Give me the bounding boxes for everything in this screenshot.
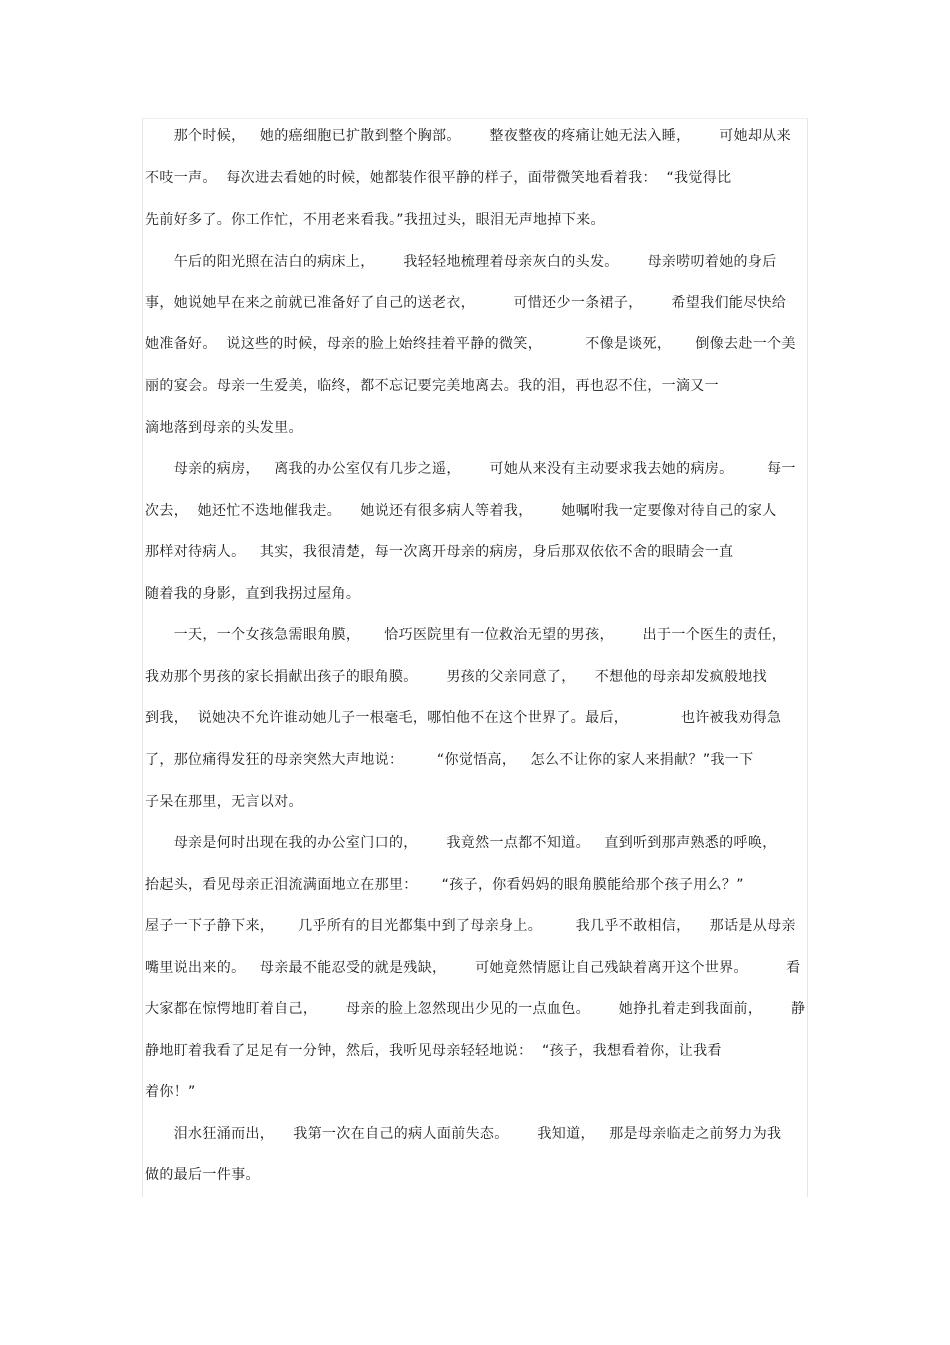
text-line: 那个时候， 她的癌细胞已扩散到整个胸部。 整夜整夜的疼痛让她无法入睡， 可她却从来: [145, 128, 791, 144]
text-line: 抬起头，看见母亲正泪流满面地立在那里： “孩子，你看妈妈的眼角膜能给那个孩子用么？”: [145, 877, 744, 893]
text-line: 滴地落到母亲的头发里。: [145, 420, 303, 436]
text-line: 子呆在那里，无言以对。: [145, 794, 303, 810]
text-line: 不吱一声。 每次进去看她的时候，她都装作很平静的样子，面带微笑地看着我： “我觉得比: [145, 170, 732, 186]
text-line: 静地盯着我看了足足有一分钟，然后，我听见母亲轻轻地说： “孩子，我想看着你，让我看: [145, 1043, 722, 1059]
text-line: 先前好多了。你工作忙，不用老来看我。”我扭过头，眼泪无声地掉下来。: [145, 212, 605, 228]
text-line: 事，她说她早在来之前就已准备好了自己的送老衣， 可惜还少一条裙子， 希望我们能尽快给: [145, 295, 787, 311]
text-line: 泪水狂涌而出， 我第一次在自己的病人面前失态。 我知道， 那是母亲临走之前努力为我: [145, 1126, 782, 1142]
text-line: 嘴里说出来的。 母亲最不能忍受的就是残缺， 可她竟然情愿让自己残缺着离开这个世界。 看: [145, 960, 801, 976]
text-line: 了，那位痛得发狂的母亲突然大声地说： “你觉悟高， 怎么不让你的家人来捐献？”我一下: [145, 752, 754, 768]
text-line: 一天，一个女孩急需眼角膜， 恰巧医院里有一位救治无望的男孩， 出于一个医生的责任，: [145, 627, 787, 643]
text-line: 次去， 她还忙不迭地催我走。 她说还有很多病人等着我， 她嘱咐我一定要像对待自己的家人: [145, 503, 777, 519]
text-line: 做的最后一件事。: [145, 1167, 260, 1183]
text-line: 着你！”: [145, 1084, 196, 1100]
text-line: 屋子一下子静下来， 几乎所有的目光都集中到了母亲身上。 我几乎不敢相信， 那话是从母亲: [145, 918, 796, 934]
text-frame: [142, 118, 808, 1197]
text-line: 随着我的身影，直到我拐过屋角。: [145, 586, 361, 602]
text-line: 母亲的病房， 离我的办公室仅有几步之遥， 可她从来没有主动要求我去她的病房。 每一: [145, 461, 796, 477]
text-line: 那样对待病人。 其实，我很清楚，每一次离开母亲的病房，身后那双依依不舍的眼睛会一直: [145, 544, 734, 560]
text-line: 母亲是何时出现在我的办公室门口的， 我竟然一点都不知道。 直到听到那声熟悉的呼唤，: [145, 835, 777, 851]
text-line: 我劝那个男孩的家长捐献出孩子的眼角膜。 男孩的父亲同意了， 不想他的母亲却发疯般地找: [145, 669, 767, 685]
text-line: 到我， 说她决不允许谁动她儿子一根毫毛，哪怕他不在这个世界了。最后， 也许被我劝得急: [145, 710, 782, 726]
text-line: 丽的宴会。母亲一生爱美，临终，都不忘记要完美地离去。我的泪，再也忍不住，一滴又一: [145, 378, 719, 394]
text-line: 她准备好。 说这些的时候，母亲的脸上始终挂着平静的微笑， 不像是谈死， 倒像去赴一个美: [145, 336, 796, 352]
text-line: 大家都在惊愕地盯着自己， 母亲的脸上忽然现出少见的一点血色。 她挣扎着走到我面前， 静: [145, 1001, 806, 1017]
text-line: 午后的阳光照在洁白的病床上， 我轻轻地梳理着母亲灰白的头发。 母亲唠叨着她的身后: [145, 254, 777, 270]
